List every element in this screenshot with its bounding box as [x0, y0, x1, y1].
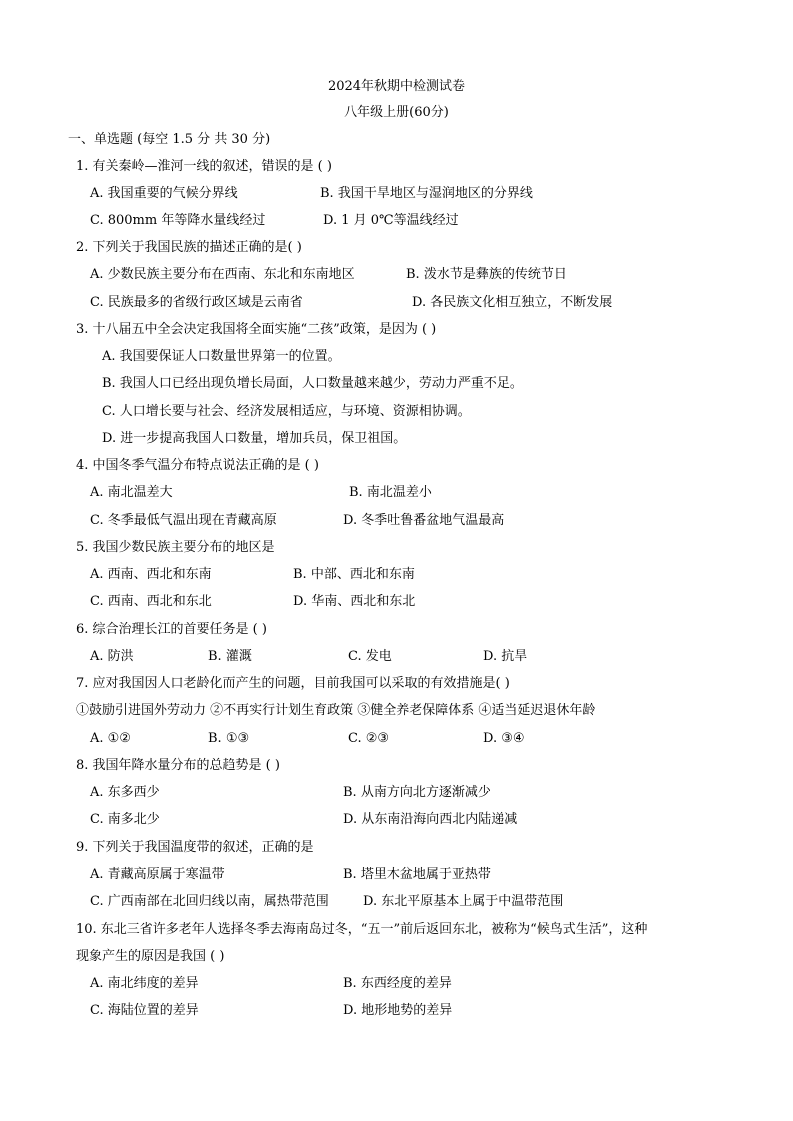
question-2-option-a: A. 少数民族主要分布在西南、东北和东南地区: [90, 267, 355, 282]
question-9-option-d: D. 东北平原基本上属于中温带范围: [363, 894, 564, 909]
question-1-option-b: B. 我国干旱地区与湿润地区的分界线: [320, 186, 533, 201]
section-heading: 一、单选题 (每空 1.5 分 共 30 分): [68, 132, 271, 147]
question-10-stem-cont: 现象产生的原因是我国 ( ): [76, 949, 225, 964]
question-1-stem: 1. 有关秦岭—淮河一线的叙述，错误的是 ( ): [76, 159, 332, 174]
question-7-option-c: C. ②③: [348, 731, 390, 746]
question-10-option-b: B. 东西经度的差异: [343, 976, 452, 991]
question-10-option-a: A. 南北纬度的差异: [90, 976, 199, 991]
question-4-option-b: B. 南北温差小: [349, 485, 432, 500]
question-8-stem: 8. 我国年降水量分布的总趋势是 ( ): [76, 758, 280, 773]
question-3-option-a: A. 我国要保证人口数量世界第一的位置。: [102, 349, 341, 364]
question-8-option-d: D. 从东南沿海向西北内陆递减: [343, 812, 518, 827]
question-9-option-b: B. 塔里木盆地属于亚热带: [343, 867, 491, 882]
question-2-stem: 2. 下列关于我国民族的描述正确的是( ): [76, 240, 302, 255]
question-6-option-a: A. 防洪: [90, 649, 134, 664]
question-4-stem: 4. 中国冬季气温分布特点说法正确的是 ( ): [76, 458, 319, 473]
exam-title: 2024年秋期中检测试卷: [327, 79, 466, 94]
question-9-stem: 9. 下列关于我国温度带的叙述，正确的是: [76, 840, 314, 855]
question-6-option-c: C. 发电: [348, 649, 392, 664]
question-9-option-a: A. 青藏高原属于寒温带: [90, 867, 225, 882]
question-6-option-d: D. 抗旱: [483, 649, 528, 664]
question-7-option-a: A. ①②: [90, 731, 131, 746]
question-5-option-b: B. 中部、西北和东南: [293, 567, 415, 582]
question-5-option-a: A. 西南、西北和东南: [90, 567, 212, 582]
question-7-stem: 7. 应对我国因人口老龄化而产生的问题，目前我国可以采取的有效措施是( ): [76, 676, 510, 691]
question-1-option-a: A. 我国重要的气候分界线: [90, 186, 238, 201]
question-2-option-d: D. 各民族文化相互独立，不断发展: [412, 295, 613, 310]
question-5-option-d: D. 华南、西北和东北: [293, 594, 416, 609]
question-2-option-c: C. 民族最多的省级行政区域是云南省: [90, 295, 303, 310]
question-7-choices: ①鼓励引进国外劳动力 ②不再实行计划生育政策 ③健全养老保障体系 ④适当延迟退休年龄: [76, 703, 596, 718]
question-1-option-c: C. 800mm 年等降水量线经过: [90, 213, 266, 228]
question-7-option-d: D. ③④: [483, 731, 525, 746]
question-3-stem: 3. 十八届五中全会决定我国将全面实施“二孩”政策，是因为 ( ): [76, 322, 437, 337]
question-5-stem: 5. 我国少数民族主要分布的地区是: [76, 540, 275, 555]
question-10-stem: 10. 东北三省许多老年人选择冬季去海南岛过冬，“五一”前后返回东北，被称为“候鸟式生活”，这种: [76, 922, 648, 937]
question-1-option-d: D. 1 月 0℃等温线经过: [323, 213, 459, 228]
question-3-option-c: C. 人口增长要与社会、经济发展相适应，与环境、资源相协调。: [102, 404, 471, 419]
question-3-option-d: D. 进一步提高我国人口数量，增加兵员，保卫祖国。: [102, 431, 407, 446]
exam-subtitle: 八年级上册(60分): [344, 105, 449, 120]
question-2-option-b: B. 泼水节是彝族的传统节日: [406, 267, 567, 282]
question-8-option-a: A. 东多西少: [90, 785, 160, 800]
question-5-option-c: C. 西南、西北和东北: [90, 594, 212, 609]
question-7-option-b: B. ①③: [208, 731, 250, 746]
question-6-option-b: B. 灌溉: [208, 649, 252, 664]
question-3-option-b: B. 我国人口已经出现负增长局面，人口数量越来越少，劳动力严重不足。: [102, 376, 523, 391]
question-10-option-c: C. 海陆位置的差异: [90, 1003, 199, 1018]
question-10-option-d: D. 地形地势的差异: [343, 1003, 453, 1018]
question-4-option-a: A. 南北温差大: [90, 485, 173, 500]
question-8-option-b: B. 从南方向北方逐渐减少: [343, 785, 491, 800]
question-4-option-d: D. 冬季吐鲁番盆地气温最高: [343, 513, 505, 528]
question-4-option-c: C. 冬季最低气温出现在青藏高原: [90, 513, 277, 528]
question-6-stem: 6. 综合治理长江的首要任务是 ( ): [76, 622, 267, 637]
question-8-option-c: C. 南多北少: [90, 812, 160, 827]
question-9-option-c: C. 广西南部在北回归线以南，属热带范围: [90, 894, 329, 909]
